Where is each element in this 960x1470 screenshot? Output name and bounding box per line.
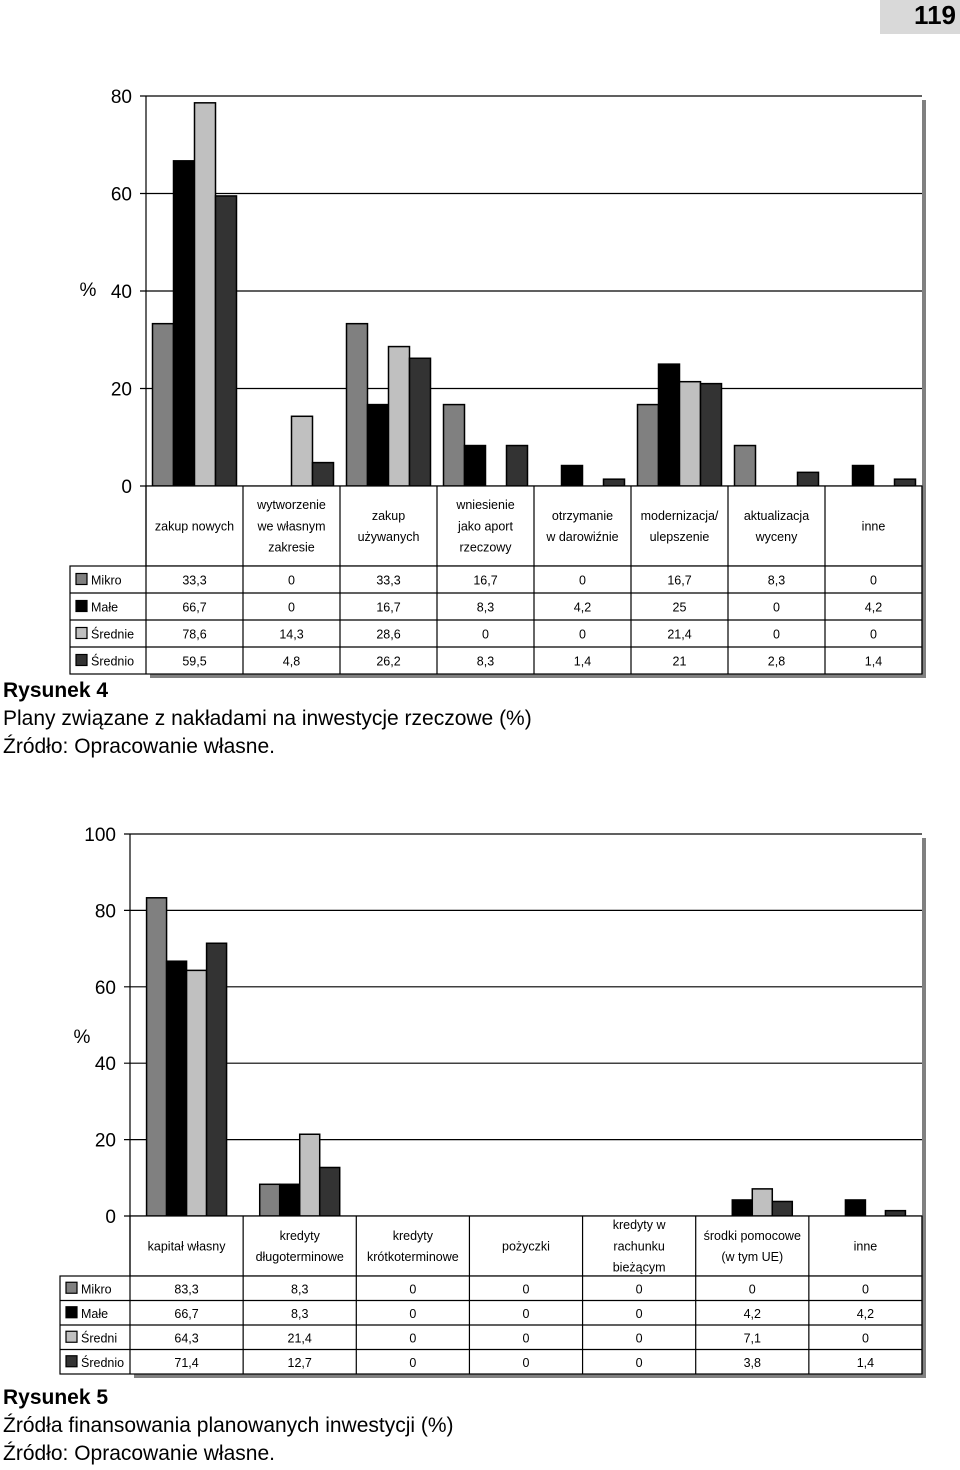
bar bbox=[313, 463, 334, 486]
data-label: 14,3 bbox=[279, 627, 304, 642]
y-tick-label: 0 bbox=[105, 1207, 116, 1228]
bar bbox=[604, 479, 625, 486]
y-tick-label: 80 bbox=[94, 901, 116, 923]
data-label: 0 bbox=[579, 573, 586, 588]
data-label: 1,4 bbox=[856, 1355, 875, 1370]
category-label-line: rachunku bbox=[613, 1239, 665, 1254]
data-label: 0 bbox=[635, 1306, 643, 1321]
bar bbox=[732, 1200, 752, 1216]
bar bbox=[153, 324, 174, 486]
bar bbox=[147, 898, 167, 1216]
category-label bbox=[613, 1218, 667, 1275]
figure-source: Źródło: Opracowanie własne. bbox=[3, 1442, 275, 1465]
category-label-line: zakup nowych bbox=[154, 519, 235, 534]
legend-label: Mikro bbox=[91, 573, 122, 588]
legend-label: Średni bbox=[81, 1331, 118, 1346]
figure-caption-4 bbox=[3, 677, 532, 761]
bar bbox=[187, 970, 207, 1216]
bar bbox=[798, 472, 819, 486]
category-label-line: kredyty bbox=[392, 1228, 434, 1243]
data-label: 8,3 bbox=[767, 573, 786, 588]
legend-label: Małe bbox=[81, 1306, 109, 1321]
bar bbox=[735, 446, 756, 486]
y-axis-label: % bbox=[79, 280, 97, 301]
data-label: 0 bbox=[748, 1282, 756, 1297]
bar bbox=[507, 446, 528, 486]
data-label: 25 bbox=[672, 600, 687, 615]
legend-label: Mikro bbox=[81, 1282, 112, 1297]
data-label: 2,8 bbox=[767, 654, 786, 669]
data-label: 0 bbox=[482, 627, 489, 642]
data-label: 0 bbox=[579, 627, 586, 642]
data-label: 0 bbox=[522, 1306, 530, 1321]
category-label-line: (w tym UE) bbox=[721, 1250, 784, 1264]
legend-label: Średnio bbox=[81, 1355, 125, 1370]
bar bbox=[895, 479, 916, 486]
chart-investment-plans bbox=[0, 40, 960, 680]
category-label-line: wniesienie bbox=[456, 498, 515, 513]
category-label-line: we własnym bbox=[257, 519, 326, 534]
category-label-line: kredyty w bbox=[612, 1218, 666, 1233]
bar bbox=[772, 1201, 792, 1216]
category-label-line: inne bbox=[853, 1239, 878, 1254]
category-label-line: aktualizacja bbox=[743, 508, 810, 523]
bar bbox=[195, 103, 216, 486]
data-label: 8,3 bbox=[291, 1282, 309, 1297]
data-label: 21 bbox=[672, 654, 687, 669]
figure-title: Źródła finansowania planowanych inwestycji (%) bbox=[3, 1414, 454, 1437]
data-label: 4,2 bbox=[573, 600, 592, 615]
y-tick-label: 60 bbox=[110, 184, 132, 206]
figure-number: Rysunek 5 bbox=[3, 1386, 109, 1409]
category-label-line: długoterminowe bbox=[255, 1250, 344, 1264]
data-label: 64,3 bbox=[174, 1331, 199, 1346]
figure-source: Źródło: Opracowanie własne. bbox=[3, 735, 275, 758]
bar bbox=[885, 1211, 905, 1216]
legend-label: Średnio bbox=[91, 654, 135, 669]
data-label: 21,4 bbox=[667, 627, 692, 642]
category-label-line: krótkoterminowe bbox=[367, 1250, 459, 1264]
data-label: 0 bbox=[870, 627, 877, 642]
data-label: 71,4 bbox=[174, 1355, 199, 1370]
category-label-line: kredyty bbox=[279, 1228, 320, 1243]
data-label: 16,7 bbox=[473, 573, 498, 588]
plot-area bbox=[130, 834, 922, 1216]
category-label bbox=[455, 498, 514, 555]
y-tick-label: 60 bbox=[94, 977, 116, 999]
data-label: 0 bbox=[773, 627, 780, 642]
bar bbox=[320, 1167, 340, 1216]
bar bbox=[347, 324, 368, 486]
bar bbox=[845, 1200, 865, 1216]
bar bbox=[174, 161, 195, 486]
data-label: 3,8 bbox=[743, 1355, 761, 1370]
category-label-line: zakresie bbox=[268, 540, 315, 555]
bar bbox=[701, 384, 722, 486]
category-label-line: pożyczki bbox=[502, 1239, 550, 1254]
data-label: 33,3 bbox=[376, 573, 401, 588]
legend-key bbox=[66, 1331, 77, 1342]
data-label: 16,7 bbox=[667, 573, 692, 588]
bar bbox=[638, 405, 659, 486]
data-label: 8,3 bbox=[476, 600, 495, 615]
bar bbox=[752, 1189, 772, 1216]
bar bbox=[659, 364, 680, 486]
y-tick-label: 40 bbox=[110, 282, 132, 303]
legend-key bbox=[76, 628, 87, 639]
bar bbox=[292, 416, 313, 486]
data-label: 0 bbox=[288, 573, 295, 588]
bar bbox=[300, 1134, 320, 1216]
data-label: 4,2 bbox=[856, 1306, 875, 1321]
legend-key bbox=[76, 655, 87, 666]
category-label-line: rzeczowy bbox=[459, 540, 512, 555]
category-label-line: wytworzenie bbox=[257, 498, 326, 513]
legend-key bbox=[66, 1356, 77, 1367]
chart-financing-sources bbox=[0, 800, 960, 1380]
data-label: 26,2 bbox=[376, 654, 401, 669]
data-label: 0 bbox=[409, 1306, 417, 1321]
bar bbox=[853, 466, 874, 486]
y-axis-label: % bbox=[73, 1027, 91, 1048]
legend-key bbox=[76, 574, 87, 585]
bar bbox=[167, 961, 187, 1216]
data-label: 0 bbox=[773, 600, 780, 615]
figure-caption-5 bbox=[3, 1384, 454, 1468]
category-label bbox=[148, 1239, 227, 1253]
category-label-line: modernizacja/ bbox=[640, 508, 719, 523]
data-label: 1,4 bbox=[573, 654, 592, 669]
category-label-line: kapitał własny bbox=[147, 1239, 226, 1254]
data-label: 21,4 bbox=[287, 1331, 312, 1346]
legend-key bbox=[66, 1307, 77, 1318]
data-label: 33,3 bbox=[182, 573, 207, 588]
data-label: 66,7 bbox=[174, 1306, 199, 1321]
legend-label: Średnie bbox=[91, 627, 135, 642]
data-label: 1,4 bbox=[864, 654, 883, 669]
category-label-line: w darowiźnie bbox=[546, 530, 619, 544]
category-label-line: bieżącym bbox=[612, 1260, 666, 1275]
page-number: 119 bbox=[880, 0, 960, 34]
data-label: 0 bbox=[409, 1282, 417, 1297]
data-label: 78,6 bbox=[182, 627, 207, 642]
data-label: 0 bbox=[635, 1331, 643, 1346]
data-label: 16,7 bbox=[376, 600, 401, 615]
data-label: 0 bbox=[522, 1282, 530, 1297]
figure-title: Plany związane z nakładami na inwestycje rzeczowe (%) bbox=[3, 707, 532, 730]
data-label: 4,2 bbox=[864, 600, 883, 615]
category-label-line: środki pomocowe bbox=[703, 1228, 801, 1243]
bar bbox=[562, 466, 583, 486]
data-label: 12,7 bbox=[287, 1355, 312, 1370]
bar bbox=[410, 358, 431, 486]
data-label: 7,1 bbox=[743, 1331, 761, 1346]
data-label: 0 bbox=[635, 1282, 643, 1297]
category-label-line: otrzymanie bbox=[551, 508, 614, 523]
data-label: 0 bbox=[870, 573, 877, 588]
bar bbox=[280, 1184, 300, 1216]
data-label: 59,5 bbox=[182, 654, 207, 669]
y-tick-label: 20 bbox=[110, 379, 132, 401]
data-label: 0 bbox=[409, 1331, 417, 1346]
category-label-line: wyceny bbox=[755, 530, 798, 544]
data-label: 28,6 bbox=[376, 627, 401, 642]
bar bbox=[389, 347, 410, 486]
y-tick-label: 40 bbox=[94, 1054, 116, 1076]
data-label: 83,3 bbox=[174, 1282, 199, 1297]
y-tick-label: 0 bbox=[121, 477, 132, 498]
bar bbox=[465, 446, 486, 486]
data-label: 8,3 bbox=[476, 654, 495, 669]
data-label: 0 bbox=[409, 1355, 417, 1370]
data-label: 0 bbox=[861, 1282, 869, 1297]
data-label: 8,3 bbox=[291, 1306, 309, 1321]
category-label bbox=[862, 519, 886, 533]
data-label: 0 bbox=[522, 1355, 530, 1370]
category-label-line: używanych bbox=[357, 530, 420, 544]
data-label: 4,2 bbox=[743, 1306, 761, 1321]
data-label: 4,8 bbox=[282, 654, 301, 669]
data-label: 0 bbox=[522, 1331, 530, 1346]
figure-number: Rysunek 4 bbox=[3, 679, 109, 702]
data-label: 66,7 bbox=[182, 600, 207, 615]
category-label bbox=[854, 1239, 878, 1253]
category-label-line: jako aport bbox=[458, 519, 513, 534]
bar bbox=[207, 943, 227, 1216]
y-tick-label: 80 bbox=[110, 87, 132, 108]
y-tick-label: 100 bbox=[84, 825, 116, 846]
category-label-line: zakup bbox=[371, 508, 406, 523]
legend-key bbox=[76, 601, 87, 612]
category-label bbox=[502, 1239, 550, 1253]
bar bbox=[260, 1184, 280, 1216]
y-tick-label: 20 bbox=[94, 1130, 116, 1152]
data-label: 0 bbox=[288, 600, 295, 615]
legend-key bbox=[66, 1282, 77, 1293]
bar bbox=[216, 196, 237, 486]
bar bbox=[444, 405, 465, 486]
legend-label: Małe bbox=[91, 600, 119, 615]
category-label-line: inne bbox=[861, 519, 886, 534]
category-label-line: ulepszenie bbox=[649, 530, 710, 544]
data-label: 0 bbox=[635, 1355, 643, 1370]
bar bbox=[680, 382, 701, 486]
bar bbox=[368, 405, 389, 486]
category-label bbox=[155, 519, 234, 533]
data-label: 0 bbox=[861, 1331, 869, 1346]
